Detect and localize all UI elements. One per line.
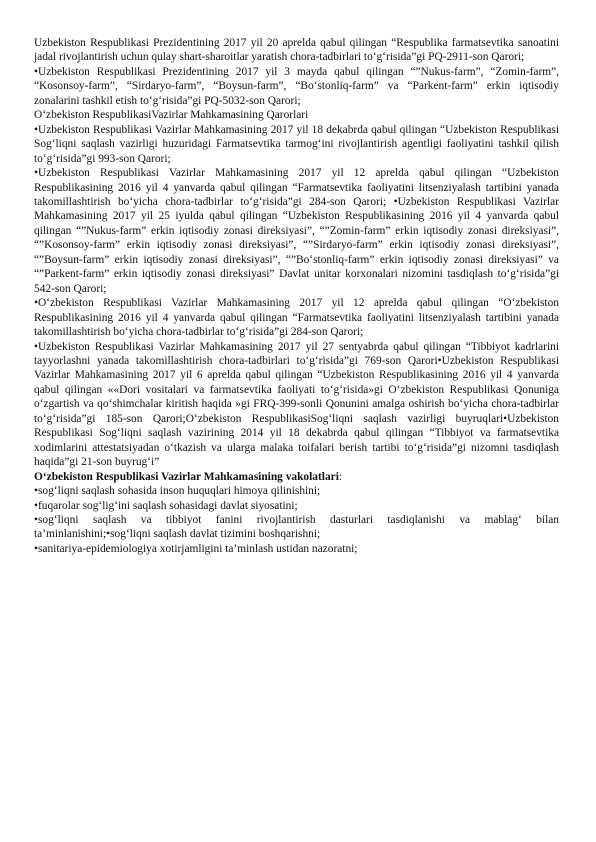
document-page [34, 36, 559, 556]
paragraph-resolution-284: •O‘zbekiston Respublikasi Vazirlar Mahkamasining 2017 yil 12 aprelda qabul qilingan “O‘zbekiston Respublikasining 2016 yil 4 yanvarda qabul qilingan “Farmatsevtika faoliyatini litsenziyalash tartibini yanada takomillashtirish bo‘yicha chora-tadbirlar to‘g‘risida”gi 284-son Qarori; [34, 297, 559, 339]
paragraph-pq-2911: Uzbekiston Respublikasi Prezidentining 2017 yil 20 aprelda qabul qilingan “Respublika farmatsevtika sanoatini jadal rivojlantirish uchun qulay shart-sharoitlar yaratish chora-tadbirlari to‘g‘risida”gi PQ-2911-son Qarori; [34, 37, 559, 64]
paragraph-resolution-769-185-order-21: •Uzbekiston Respublikasi Vazirlar Mahkamasining 2017 yil 27 sentyabrda qabul qilingan “Tibbiyot kadrlarini tayyorlashni yanada takomillashtirish chora-tadbirlari to‘g‘risida”gi 769-son Qarori•Uzbekiston Respublikasi Vazirlar Mahkamasining 2017 yil 6 aprelda qabul qilingan “Uzbekiston Respublikasining 2016 yil 4 yanvarda qabul qilingan ««Dori vositalari va farmatsevtika faoliyati to‘g‘risida»gi O‘zbekiston Respublikasi Qonuniga o‘zgartish va qo‘shimchalar kiritish haqida »gi FRQ-399-sonli Qonunini amalga oshirish bo‘yicha chora-tadbirlar to‘g‘risida”gi 185-son Qarori;O‘zbekiston RespublikasiSog‘liqni saqlash vazirligi buyruqlari•Uzbekiston Respublikasi Sog‘liqni saqlash vazirining 2014 yil 18 dekabrda qabul qilingan “Tibbiyot va farmatsevtika xodimlarini attestatsiyadan o‘tkazish va ularga malaka toifalari berish tartibi to‘g‘risida”gi nizomni tasdiqlash haqida”gi 21-son buyrug‘i” [34, 340, 559, 469]
paragraph-resolution-993: •Uzbekiston Respublikasi Vazirlar Mahkamasining 2017 yil 18 dekabrda qabul qilingan “Uzbekiston Respublikasi Sog‘liqni saqlash vazirligi huzuridagi Farmatsevtika tarmog‘ini rivojlantirish agentligi faoliyatini tashkil qilish to‘g‘risida”gi 993-son Qarori; [34, 123, 559, 165]
list-item: •fuqarolar sog‘lig‘ini saqlash sohasidagi davlat siyosatini; [34, 499, 298, 512]
subheading-cabinet-resolutions: O‘zbekiston RespublikasiVazirlar Mahkamasining Qarorlari [34, 109, 309, 122]
list-item: •sog‘liqni saqlash sohasida inson huquqlari himoya qilinishini; [34, 485, 321, 498]
list-item: •sanitariya-epidemiologiya xotirjamligini ta’minlash ustidan nazoratni; [34, 542, 358, 555]
list-item: •sog‘liqni saqlash va tibbiyot fanini rivojlantirish dasturlari tasdiqlanishi va mablag‘ bilan ta’minlanishini;•sog‘liqni saqlash davlat tizimini boshqarishni; [34, 513, 559, 541]
section-heading-text: O‘zbekiston Respublikasi Vazirlar Mahkamasining vakolatlari [34, 470, 339, 483]
paragraph-pq-5032: •Uzbekiston Respublikasi Prezidentining 2017 yil 3 mayda qabul qilingan “”Nukus-farm”, “Zomin-farm”, “Kosonsoy-farm”, “Sirdaryo-farm”, “Boysun-farm”, “Bo‘stonliq-farm” va “Parkent-farm” erkin iqtisodiy zonalarini tashkil etish to‘g‘risida”gi PQ-5032-son Qarori; [34, 65, 559, 107]
section-heading [34, 470, 559, 484]
paragraph-resolution-284-542: •Uzbekiston Respublikasi Vazirlar Mahkamasining 2017 yil 12 aprelda qabul qilingan “Uzbekiston Respublikasining 2016 yil 4 yanvarda qabul qilingan “Farmatsevtika faoliyatini litsenziyalash tartibini yanada takomillashtirish bo‘yicha chora-tadbirlar to‘g‘risida”gi 284-son Qarori; •Uzbekiston Respublikasi Vazirlar Mahkamasining 2017 yil 25 iyulda qabul qilingan “Uzbekiston Respublikasining 2016 yil 4 yanvarda qabul qilingan “”Nukus-farm” erkin iqtisodiy zonasi direksiyasi”, “”Zomin-farm” erkin iqtisodiy zonasi direksiyasi”, “”Kosonsoy-farm” erkin iqtisodiy zonasi direksiyasi”, “”Sirdaryo-farm” erkin iqtisodiy zonasi direksiyasi”, “”Boysun-farm” erkin iqtisodiy zonasi direksiyasi”, “”Bo‘stonliq-farm” erkin iqtisodiy zonasi direksiyasi” va “”Parkent-farm” erkin iqtisodiy zonasi direksiyasi” Davlat unitar korxonalari nizomini tasdiqlash to‘g‘risida”gi 542-son Qarori; [34, 167, 559, 295]
section-heading-colon: : [338, 470, 343, 483]
